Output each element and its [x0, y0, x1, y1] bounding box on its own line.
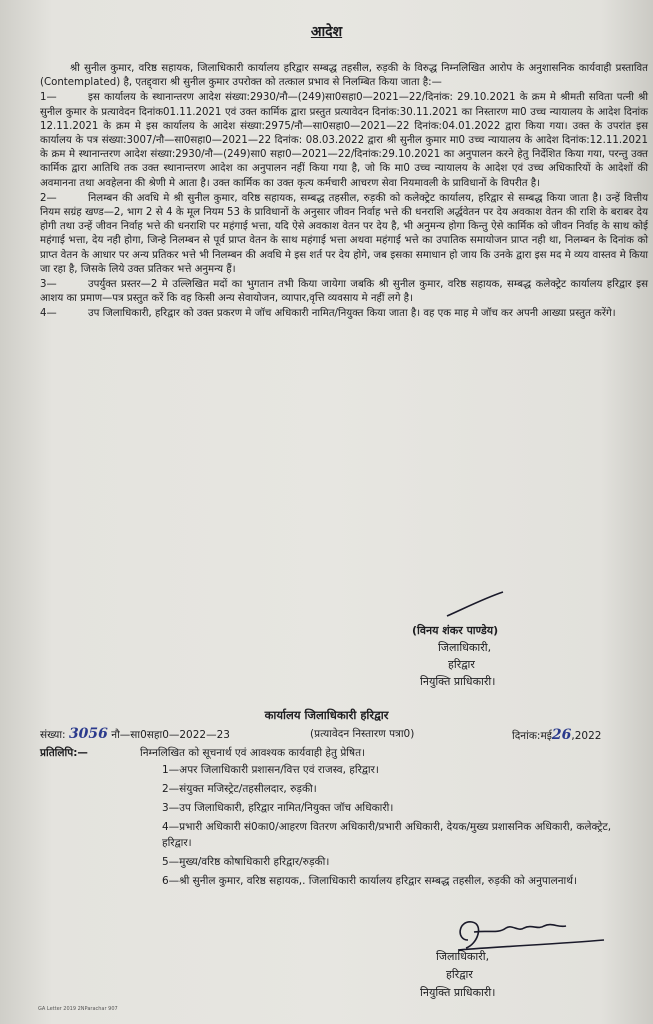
paragraph-number: 2—	[40, 192, 57, 204]
paragraph-number: 3—	[40, 279, 57, 291]
signatory-name: (विनय शंकर पाण्डेय)	[412, 624, 499, 637]
reference-date: दिनांक:मई26,2022	[512, 727, 602, 743]
signatory-designation: जिलाधिकारी,	[438, 641, 492, 654]
signatory-designation: जिलाधिकारी,	[436, 950, 490, 963]
paragraph-text: उपर्युक्त प्रस्तर—2 मे उल्लिखित मदों का भुगतान तभी किया जायेगा जबकि श्री सुनील कुमार, वरिष्ठ सहायक, सम्बद्ध कलेक्ट्रेट कार्यालय हरिद्वार इस आशय का प्रमाण—पत्र प्रस्तुत करें कि वह किसी अन्य सेवायोजन, व्यापार,वृत्ति व्यवसाय मे नहीं लगे है।	[40, 279, 648, 305]
paragraph-text: उप जिलाधिकारी, हरिद्वार को उक्त प्रकरण मे जॉच अधिकारी नामित/नियुक्त किया जाता है। वह एक माह मे जॉच कर अपनी आख्या प्रस्तुत करेंगे।	[88, 308, 616, 320]
paragraph-number: 1—	[40, 92, 57, 104]
footer-code: GA Letter 2019 2NParachar 907	[38, 1006, 118, 1012]
signatory-place: हरिद्वार	[446, 968, 473, 981]
document-title: आदेश	[310, 24, 343, 40]
list-item: 6—श्री सुनील कुमार, वरिष्ठ सहायक,. जिलाधिकारी कार्यालय हरिद्वार सम्बद्ध तहसील, रुड़की को अनुपालनार्थ।	[162, 875, 577, 887]
signatory-role: नियुक्ति प्राधिकारी।	[420, 675, 496, 688]
list-item: 1—अपर जिलाधिकारी प्रशासन/वित्त एवं राजस्व, हरिद्वार।	[162, 764, 379, 776]
signatory-role: नियुक्ति प्राधिकारी।	[420, 986, 496, 999]
order-body	[40, 62, 648, 323]
signatory-block-2	[420, 948, 495, 1002]
copy-to-list	[162, 762, 632, 892]
paragraph-number: 4—	[40, 308, 57, 320]
intro-paragraph: श्री सुनील कुमार, वरिष्ठ सहायक, जिलाधिकारी कार्यालय हरिद्वार सम्बद्ध तहसील, रुड़की के विरुद्ध निम्नलिखित आरोप के अनुशासनिक कार्यवाही प्रस्तावित (Contemplated) है, एतद्द्वारा श्री सुनील कुमार उपरोक्त को तत्काल प्रभाव से निलम्बित किया जाता है:—	[40, 63, 648, 89]
paragraph-4	[40, 307, 648, 321]
signature-stroke-1	[445, 590, 505, 618]
paragraph-2	[40, 192, 648, 277]
paragraph-3	[40, 278, 648, 306]
reference-note: (प्रत्यावेदन निस्तारण पत्रा0)	[310, 728, 415, 740]
office-title: कार्यालय जिलाधिकारी हरिद्वार	[264, 708, 389, 722]
list-item: 4—प्रभारी अधिकारी सं0का0/आहरण वितरण अधिकारी/प्रभारी अधिकारी, देयक/मुख्य प्रशासनिक अधिकारी, कलेक्ट्रेट, हरिद्वार।	[162, 821, 612, 849]
list-item: 3—उप जिलाधिकारी, हरिद्वार नामित/नियुक्त जॉच अधिकारी।	[162, 802, 394, 814]
copy-to-intro: निम्नलिखित को सूचनार्थ एवं आवश्यक कार्यवाही हेतु प्रेषित।	[140, 747, 366, 759]
list-item: 2—संयुक्त मजिस्ट्रेट/तहसीलदार, रुड़की।	[162, 783, 317, 795]
signatory-block-1	[412, 622, 498, 690]
reference-line	[40, 724, 650, 743]
paragraph-text: इस कार्यालय के स्थानान्तरण आदेश संख्या:2930/नौ—(249)सा0सहा0—2021—22/दिनांक: 29.10.2021 के क्रम मे श्रीमती सविता पत्नी श्री सुनील कुमार के प्रत्यावेदन दिनांक01.11.2021 एवं उक्त कार्मिक द्वारा प्रस्तुत प्रत्यावेदन दिनांक:30.11.2021 का निस्तारण मा0 उच्च न्यायालय के आदेश दिनांक 12.11.2021 के क्रम मे इस कार्यालय के आदेश संख्या:2975/नौ—सा0सहा0—2021—22 दिनांक:04.01.2022 द्वारा किया गया। उक्त के उपरांत इस कार्यालय के पत्र संख्या:3007/नौ—सा0सहा0—2021—22 दिनांक: 08.03.2022 द्वारा श्री सुनील कुमार मा0 उच्च न्यायालय के आदेश दिनांक:12.11.2021 के क्रम मे स्थानान्तरण आदेश संख्या:2930/नौ—(249)सा0 सहा0—2021—22/दिनांक:29.10.2021 का अनुपालन करने हेतु निर्देशित किया गया, परन्तु उक्त कार्मिक द्वारा आतिथि तक उक्त स्थानान्तरण आदेश का अनुपालन नहीं किया गया है, जो कि मा0 उच्च न्यायालय के आदेश एवं उच्च अधिकारियों के आदेशों की अवमानना तथा अवहेलना की श्रेणी मे आता है। उक्त कार्मिक का उक्त कृत्य कर्मचारी आचरण सेवा नियमावली के प्राविधानों के विपरीत है।	[40, 92, 648, 189]
signatory-place: हरिद्वार	[448, 658, 475, 671]
paragraph-text: निलम्बन की अवधि मे श्री सुनील कुमार, वरिष्ठ सहायक, सम्बद्ध तहसील, रुड़की को कलेक्ट्रेट कार्यालय, हरिद्वार से सम्बद्ध किया जाता है। उन्हें वित्तीय नियम सग्रंह खण्ड—2, भाग 2 से 4 के मूल नियम 53 के प्राविधानों के अनुसार जीवन निर्वाह भत्ते की धनराशि अर्द्धवेतन पर देय अवकाश वेतन की राशि के बराबर देय होगी तथा उन्हें जीवन निर्वाह भत्ते की धनराशि पर महंगाई भत्ता, यदि ऐसे अवकाश वेतन पर देय है, भी अनुमन्य होगा किन्तु ऐसे कार्मिक को जीवन निर्वाह के साथ कोई महंगाई भत्ता, देय नही होगा, जिन्हे निलम्बन से पूर्व प्राप्त वेतन के साथ महंगाई भत्ता अथवा महंगाई भत्ते का उपातिक समायोजन प्राप्त नही था, निलम्बन के दिनांक को प्राप्त वेतन के आधार पर अन्य प्रतिकर भत्ते भी निलम्बन की अवधि मे इस शर्त पर देय होगे, जब इसका समाधान हो जाय कि उनके द्वारा इस मद मे व्यय वास्तव मे किया जा रहा है, जिसके लिये उक्त प्रतिकर भत्ते अनुमन्य हैं।	[40, 192, 648, 275]
list-item: 5—मुख्य/वरिष्ठ कोषाधिकारी हरिद्वार/रुड़की।	[162, 856, 330, 868]
copy-to-label: प्रतिलिपि:—	[40, 747, 88, 759]
paragraph-1	[40, 91, 648, 190]
reference-number: संख्या: 3056 नौ—सा0सहा0—2022—23	[40, 726, 230, 742]
